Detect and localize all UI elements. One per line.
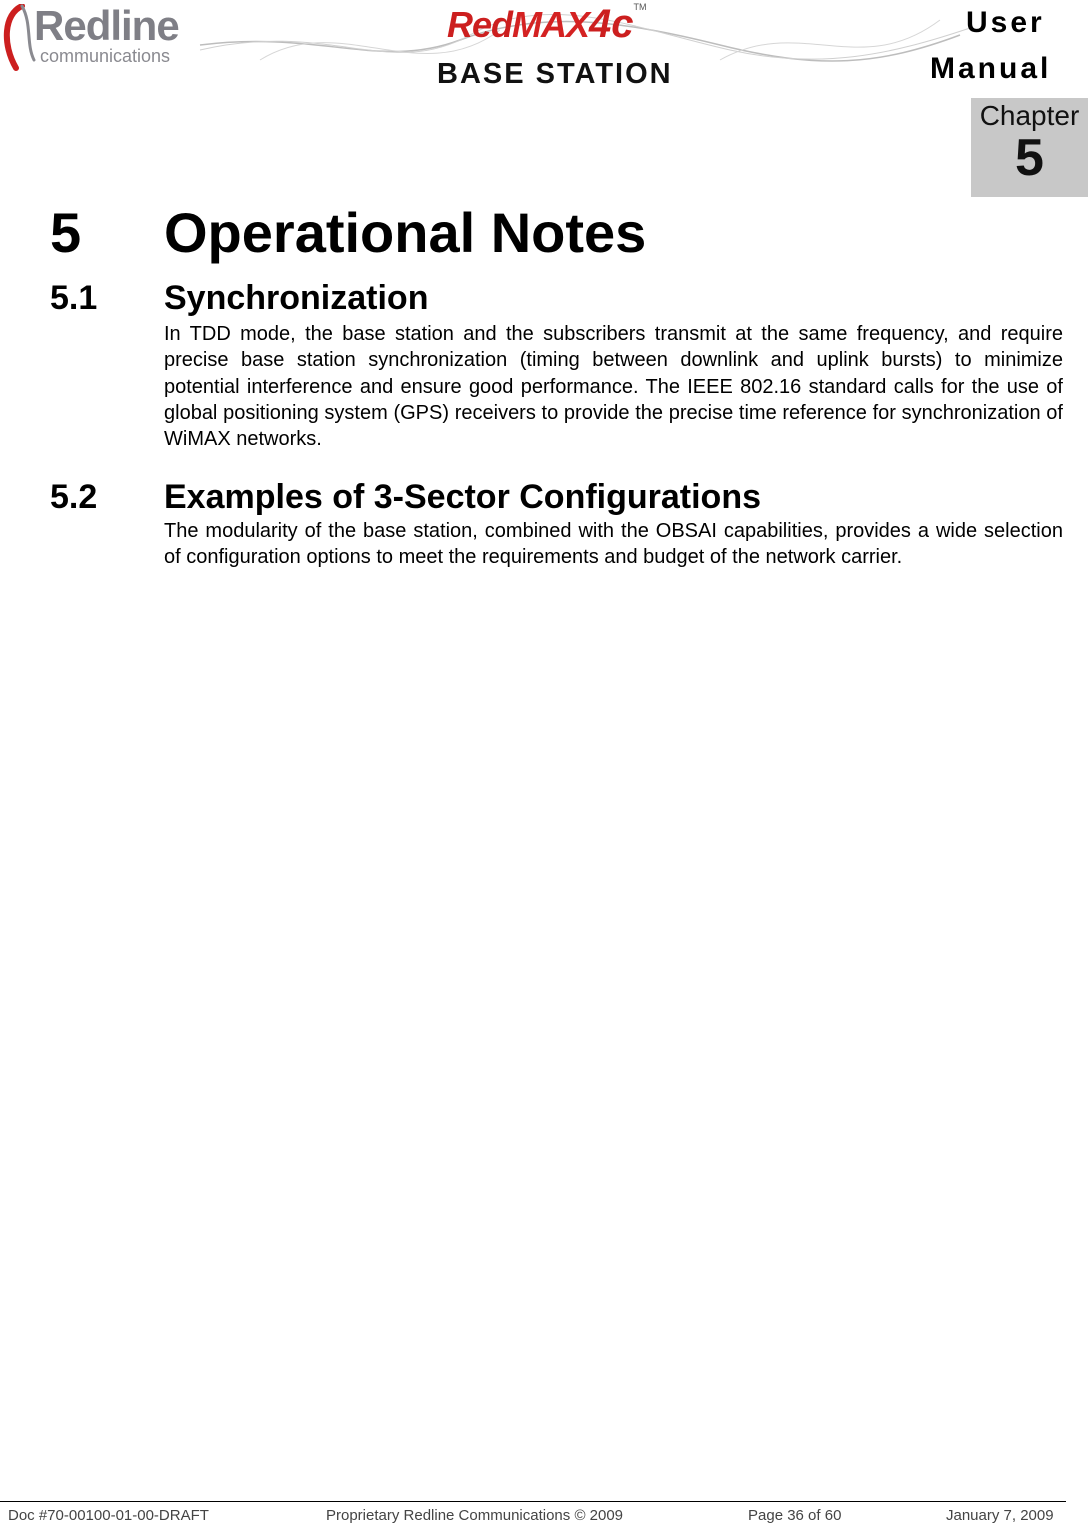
header-subtitle: BASE STATION (437, 58, 673, 90)
product-logo (447, 2, 647, 50)
footer-doc-number: Doc #70-00100-01-00-DRAFT (8, 1507, 209, 1524)
product-logo-tm: TM (633, 2, 647, 12)
footer-copyright: Proprietary Redline Communications © 2009 (326, 1507, 624, 1524)
chapter-number: 5 (50, 201, 82, 264)
doc-type-line2: Manual (930, 52, 1052, 85)
page-header (0, 0, 1088, 100)
footer-page-number: Page 36 of 60 (748, 1507, 842, 1524)
section-body: The modularity of the base station, combined with the OBSAI capabilities, provides a wide selection of configuration options to meet the requirements and budget of the network carrier. (164, 520, 1063, 569)
company-logo-name: Redline (34, 2, 179, 49)
section-title: Synchronization (164, 279, 429, 317)
footer-date: January 7, 2009 (946, 1507, 1054, 1524)
product-logo-red: Red (447, 4, 513, 45)
section-body: In TDD mode, the base station and the subscribers transmit at the same frequency, and require precise base station synchronization (timing between downlink and uplink bursts) to minimize potential interference and ensure good performance. The IEEE 802.16 standard calls for the use of global positioning system (GPS) receivers to provide the precise time reference for synchronization of WiMAX networks. (164, 323, 1063, 451)
product-logo-max: MAX (512, 4, 590, 45)
company-logo-sub: communications (40, 46, 171, 66)
chapter-tab (971, 98, 1088, 197)
doc-type-line1: User (966, 6, 1045, 39)
chapter-tab-number: 5 (1015, 129, 1044, 187)
footer-divider (0, 1501, 1066, 1502)
chapter-tab-label: Chapter (979, 100, 1080, 131)
section-title: Examples of 3-Sector Configurations (164, 478, 761, 516)
chapter-title: Operational Notes (164, 201, 647, 264)
section-number: 5.1 (50, 279, 98, 317)
redline-swoosh-icon (2, 4, 36, 74)
section-number: 5.2 (50, 478, 98, 516)
product-logo-model: 4c (589, 2, 634, 46)
